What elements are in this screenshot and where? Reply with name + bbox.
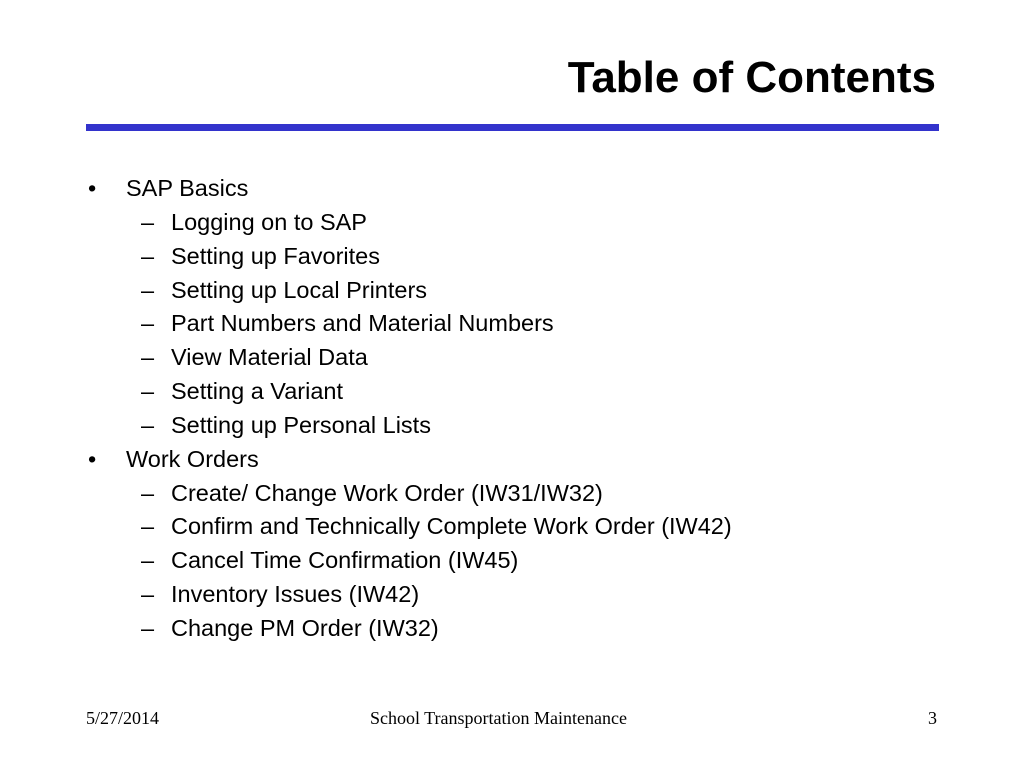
outline-item — [0, 172, 1024, 206]
outline-subitem-text: Confirm and Technically Complete Work Order (IW42) — [171, 513, 732, 540]
outline-subitem-text: Change PM Order (IW32) — [171, 614, 439, 641]
outline-subitem-text: Logging on to SAP — [171, 208, 367, 235]
slide-title: Table of Contents — [567, 53, 936, 102]
dash-marker: – — [141, 479, 155, 506]
dash-marker: – — [141, 208, 155, 235]
outline-subitem — [0, 341, 1024, 375]
outline-subitem-text: Cancel Time Confirmation (IW45) — [171, 547, 519, 574]
page-number: 3 — [928, 708, 937, 728]
outline-subitem-text: View Material Data — [171, 344, 368, 371]
outline-subitem-text: Setting up Local Printers — [171, 276, 428, 303]
outline-subitem — [0, 409, 1024, 443]
outline-item — [0, 443, 1024, 477]
dash-marker: – — [141, 310, 155, 337]
outline-subitem-text: Inventory Issues (IW42) — [171, 581, 420, 608]
outline-subitem — [0, 578, 1024, 612]
outline-item-text: SAP Basics — [126, 175, 249, 201]
outline-subitem — [0, 510, 1024, 544]
dash-marker: – — [141, 276, 155, 303]
dash-marker: – — [141, 581, 155, 608]
bullet-marker: • — [88, 175, 97, 201]
dash-marker: – — [141, 513, 155, 540]
outline-subitem — [0, 375, 1024, 409]
footer-title: School Transportation Maintenance — [370, 708, 627, 728]
dash-marker: – — [141, 378, 155, 405]
dash-marker: – — [141, 242, 155, 269]
outline-subitem — [0, 307, 1024, 341]
outline-subitem — [0, 544, 1024, 578]
outline-item-text: Work Orders — [126, 445, 259, 472]
outline-subitem — [0, 477, 1024, 511]
outline-subitem-text: Part Numbers and Material Numbers — [171, 310, 554, 337]
dash-marker: – — [141, 614, 155, 641]
footer-date: 5/27/2014 — [86, 708, 160, 728]
dash-marker: – — [141, 344, 155, 371]
outline-subitem-text: Setting a Variant — [171, 378, 344, 405]
outline-subitem-text: Create/ Change Work Order (IW31/IW32) — [171, 479, 603, 506]
outline-subitem — [0, 612, 1024, 646]
outline-subitem — [0, 240, 1024, 274]
outline-subitem-text: Setting up Personal Lists — [171, 411, 431, 438]
outline-subitem — [0, 206, 1024, 240]
dash-marker: – — [141, 547, 155, 574]
outline-list — [0, 172, 1024, 646]
bullet-marker: • — [88, 445, 97, 472]
dash-marker: – — [141, 411, 155, 438]
outline-subitem-text: Setting up Favorites — [171, 242, 380, 269]
outline-subitem — [0, 274, 1024, 308]
title-divider — [86, 124, 939, 131]
